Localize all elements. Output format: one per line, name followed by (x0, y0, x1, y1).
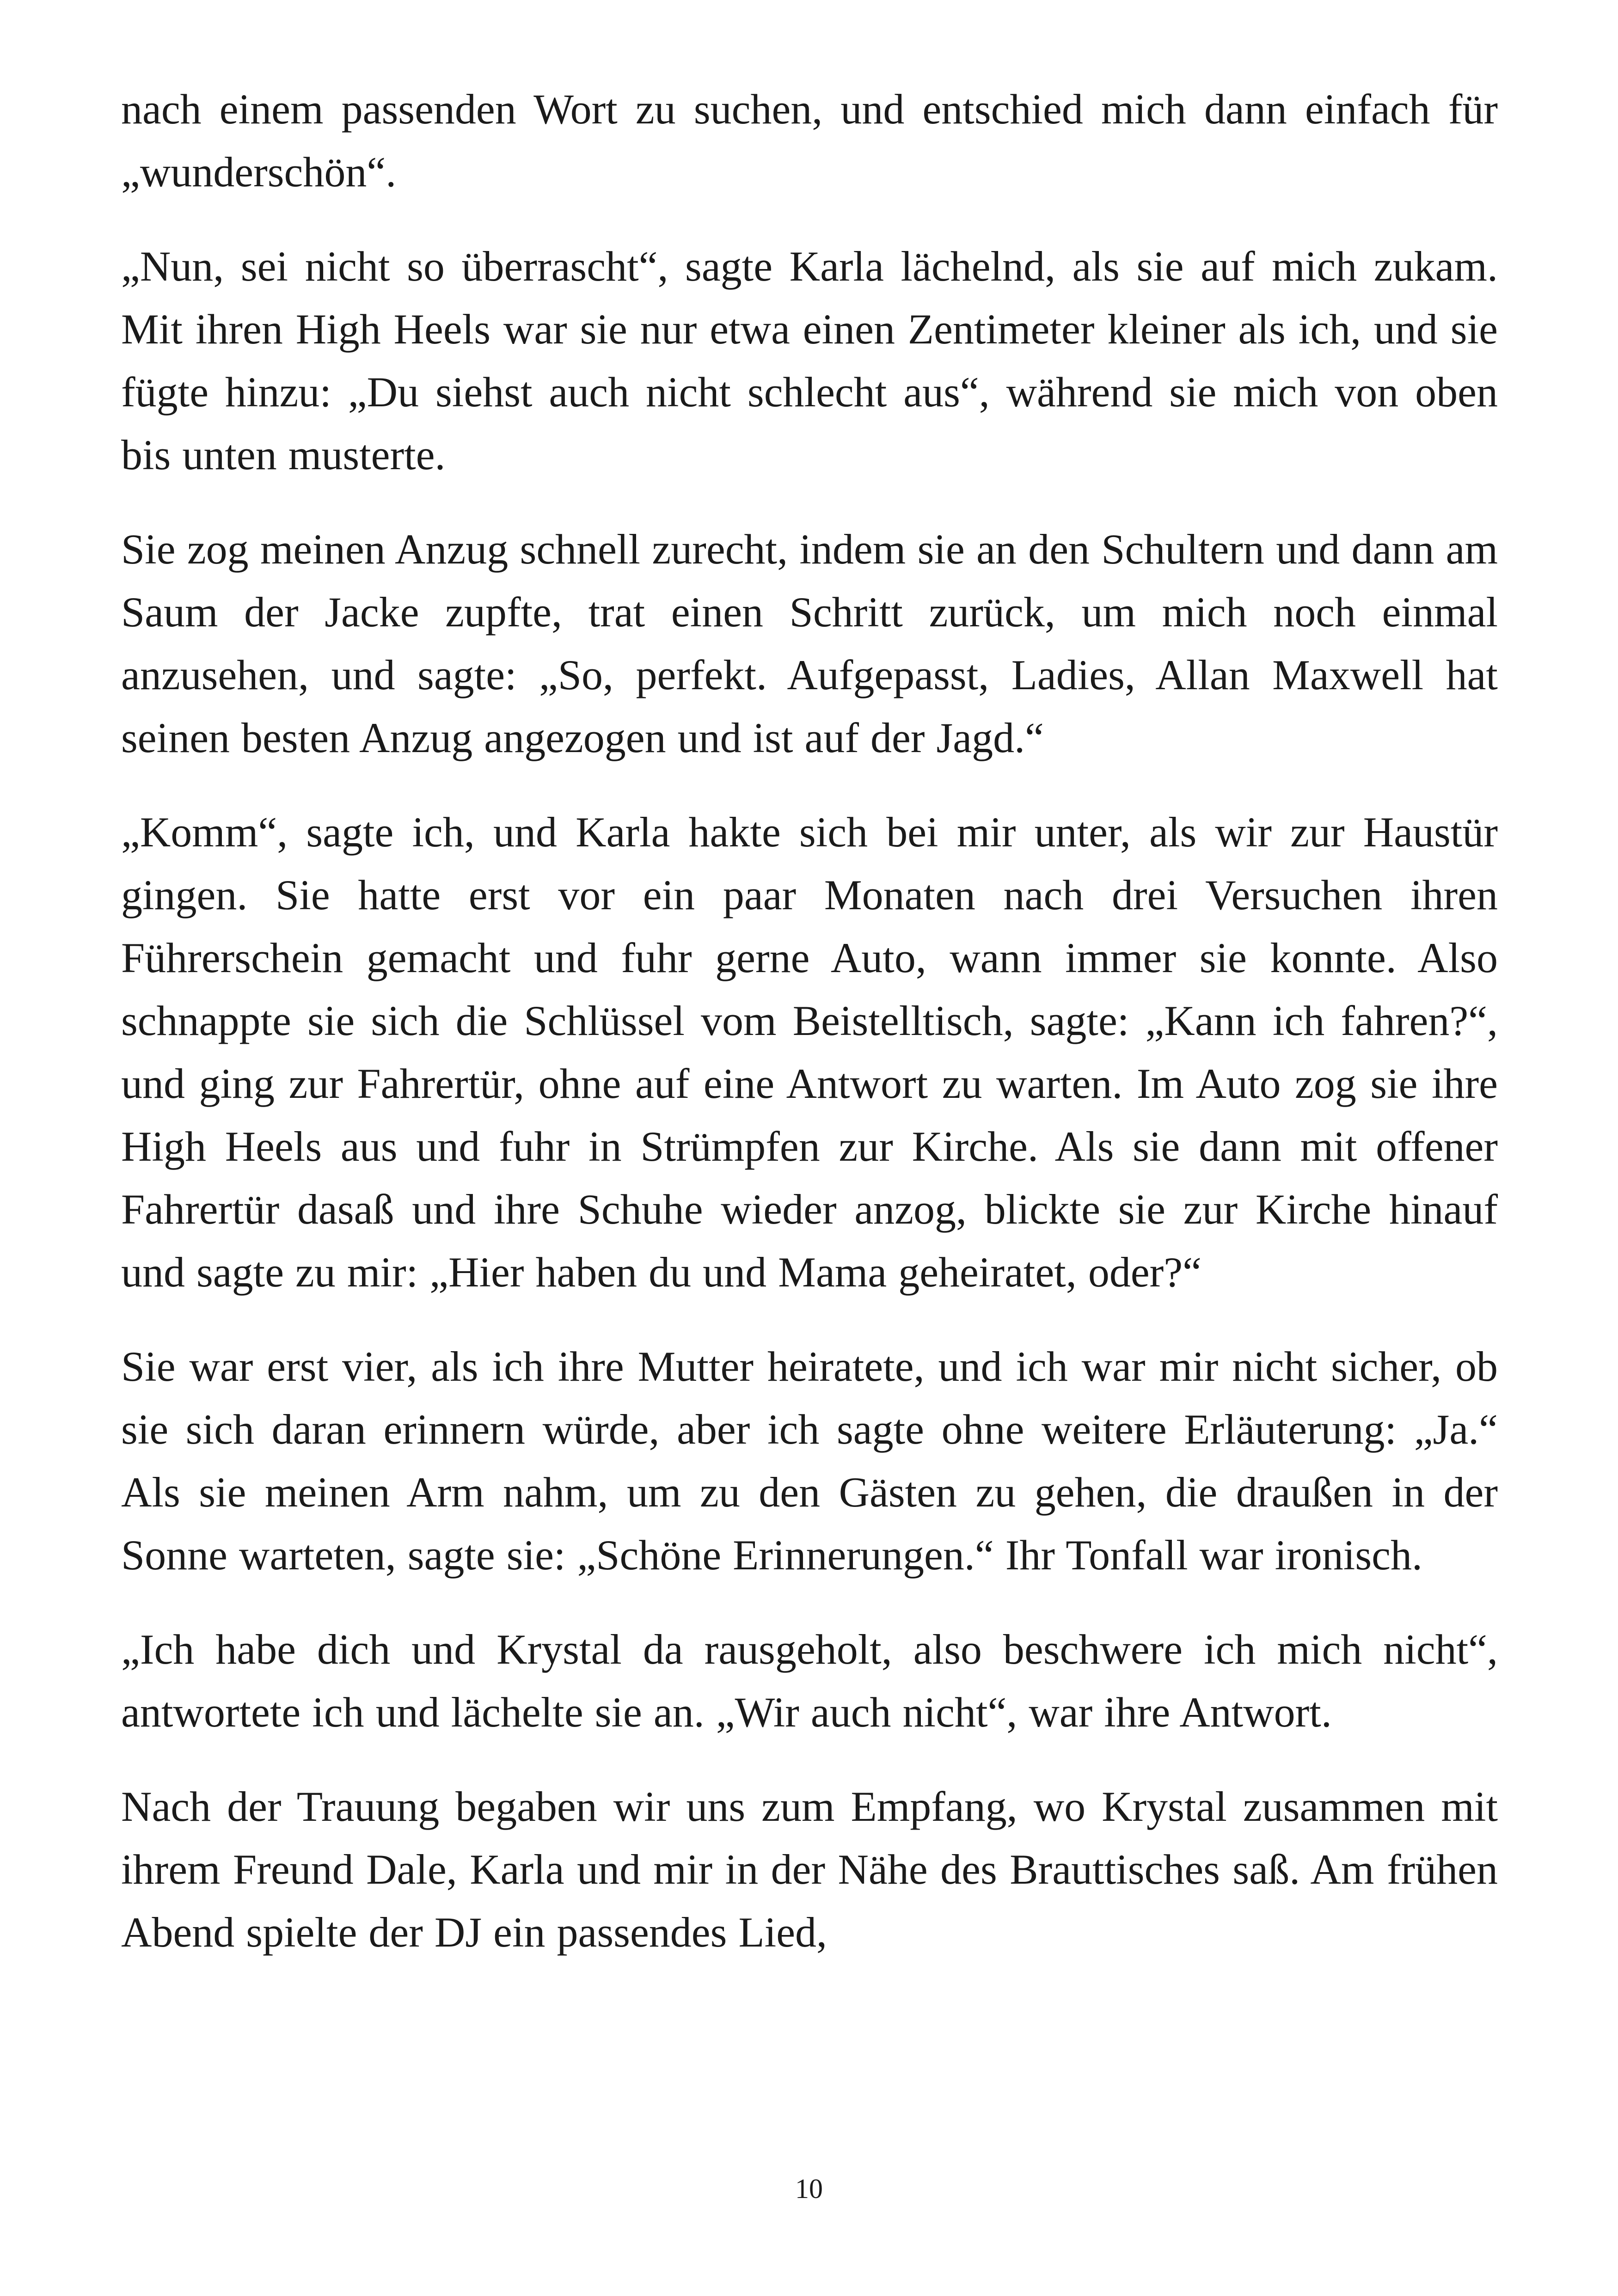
paragraph-5: Sie war erst vier, als ich ihre Mutter heiratete, und ich war mir nicht sicher, ob sie sich daran erinnern würde, aber ich sagte ohne weitere Erläuterung: „Ja.“ Als sie meinen Arm nahm, um zu den Gästen zu gehen, die draußen in der Sonne warteten, sagte sie: „Schöne Erinnerungen.“ Ihr Tonfall war ironisch. (121, 1343, 1498, 1579)
paragraph-6: „Ich habe dich und Krystal da rausgeholt, also beschwere ich mich nicht“, antwortete ich und lächelte sie an. „Wir auch nicht“, war ihre Antwort. (121, 1626, 1498, 1736)
paragraph-3: Sie zog meinen Anzug schnell zurecht, indem sie an den Schultern und dann am Saum der Jacke zupfte, trat einen Schritt zurück, um mich noch einmal anzusehen, und sagte: „So, perfekt. Aufgepasst, Ladies, Allan Maxwell hat seinen besten Anzug angezogen und ist auf der Jagd.“ (121, 526, 1498, 761)
paragraph-2: „Nun, sei nicht so überrascht“, sagte Karla lächelnd, als sie auf mich zukam. Mit ihren High Heels war sie nur etwa einen Zentimeter kleiner als ich, und sie fügte hinzu: „Du siehst auch nicht schlecht aus“, während sie mich von oben bis unten musterte. (121, 243, 1498, 478)
paragraph-7: Nach der Trauung begaben wir uns zum Empfang, wo Krystal zusammen mit ihrem Freund Dale, Karla und mir in der Nähe des Brauttisches saß. Am frühen Abend spielte der DJ ein passendes Lied, (121, 1783, 1498, 1956)
page-number: 10 (795, 2174, 823, 2204)
body-text (121, 78, 1498, 1995)
paragraph-1: nach einem passenden Wort zu suchen, und entschied mich dann einfach für „wunderschön“. (121, 86, 1498, 196)
paragraph-4: „Komm“, sagte ich, und Karla hakte sich bei mir unter, als wir zur Haustür gingen. Sie hatte erst vor ein paar Monaten nach drei Versuchen ihren Führerschein gemacht und fuhr gerne Auto, wann immer sie konnte. Also schnappte sie sich die Schlüssel vom Beistelltisch, sagte: „Kann ich fahren?“, und ging zur Fahrertür, ohne auf eine Antwort zu warten. Im Auto zog sie ihre High Heels aus und fuhr in Strümpfen zur Kirche. Als sie dann mit offener Fahrertür dasaß und ihre Schuhe wieder anzog, blickte sie zur Kirche hinauf und sagte zu mir: „Hier haben du und Mama geheiratet, oder?“ (121, 808, 1498, 1296)
